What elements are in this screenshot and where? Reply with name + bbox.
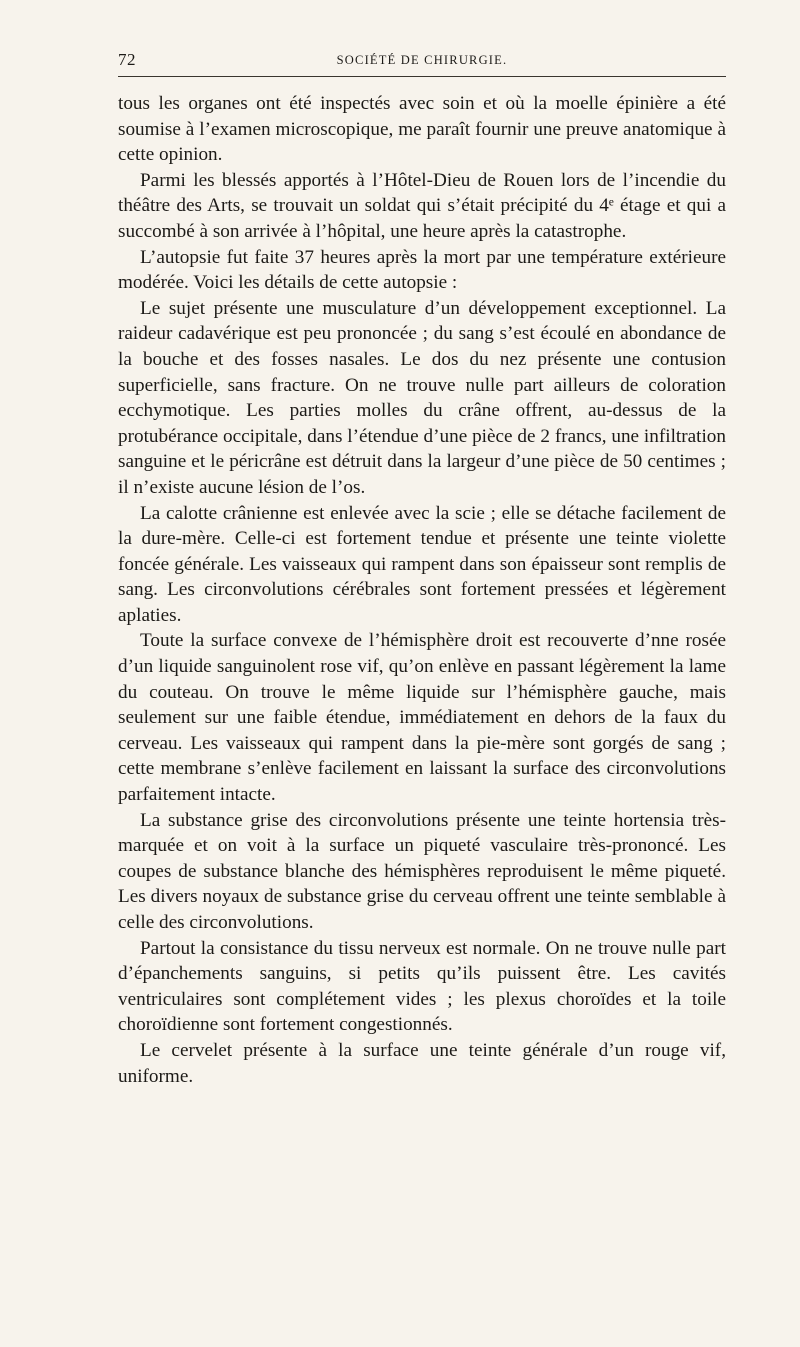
paragraph-continued: tous les organes ont été inspectés avec soin et où la moelle épinière a été soumise à l’examen microscopique, me paraît fournir une preuve anatomique à cette opinion. [118,93,726,166]
paragraph: Partout la consistance du tissu nerveux est normale. On ne trouve nulle part d’épanchements sanguins, si petits qu’ils puissent être. Les cavités ventriculaires sont complétement vides ; les plexus choroïdes et la toile choroïdienne sont fortement congestionnés. [118,937,726,1036]
body-text [118,91,726,1089]
header-rule [118,76,726,77]
paragraph: Parmi les blessés apportés à l’Hôtel-Dieu de Rouen lors de l’incendie du théâtre des Arts, se trouvait un soldat qui s’était précipité du 4ᵉ étage et qui a succombé à son arrivée à l’hôpital, une heure après la catastrophe. [118,169,726,242]
paragraph: Le sujet présente une musculature d’un développement exceptionnel. La raideur cadavérique est peu prononcée ; du sang s’est écoulé en abondance de la bouche et des fosses nasales. Le dos du nez présente une contusion superficielle, sans fracture. On ne trouve nulle part ailleurs de coloration ecchymotique. Les parties molles du crâne offrent, au-dessus de la protubérance occipitale, dans l’étendue d’une pièce de 2 francs, une infiltration sanguine et le péricrâne est détruit dans la largeur d’une pièce de 50 centimes ; il n’existe aucune lésion de l’os. [118,297,726,498]
paragraph: La substance grise des circonvolutions présente une teinte hortensia très-marquée et on voit à la surface un piqueté vasculaire très-prononcé. Les coupes de substance blanche des hémisphères reproduisent le même piqueté. Les divers noyaux de substance grise du cerveau offrent une teinte semblable à celle des circonvolutions. [118,809,726,933]
running-title: SOCIÉTÉ DE CHIRURGIE. [336,53,508,67]
page-number: 72 [118,50,136,69]
paragraph: Toute la surface convexe de l’hémisphère droit est recouverte d’nne rosée d’un liquide sanguinolent rose vif, qu’on enlève en passant légèrement la lame du couteau. On trouve le même liquide sur l’hémisphère gauche, mais seulement sur une faible étendue, immédiatement en dehors de la faux du cerveau. Les vaisseaux qui rampent dans la pie-mère sont gorgés de sang ; cette membrane s’enlève facilement en laissant la surface des circonvolutions parfaitement intacte. [118,630,726,806]
paragraph: Le cervelet présente à la surface une teinte générale d’un rouge vif, uniforme. [118,1039,726,1087]
running-header [118,46,726,76]
paragraph: La calotte crânienne est enlevée avec la scie ; elle se détache facilement de la dure-mère. Celle-ci est fortement tendue et présente une teinte violette foncée générale. Les vaisseaux qui rampent dans son épaisseur sont remplis de sang. Les circonvolutions cérébrales sont fortement pressées et légèrement aplaties. [118,502,726,626]
paragraph: L’autopsie fut faite 37 heures après la mort par une température extérieure modérée. Voici les détails de cette autopsie : [118,246,726,294]
book-page [118,46,726,1089]
